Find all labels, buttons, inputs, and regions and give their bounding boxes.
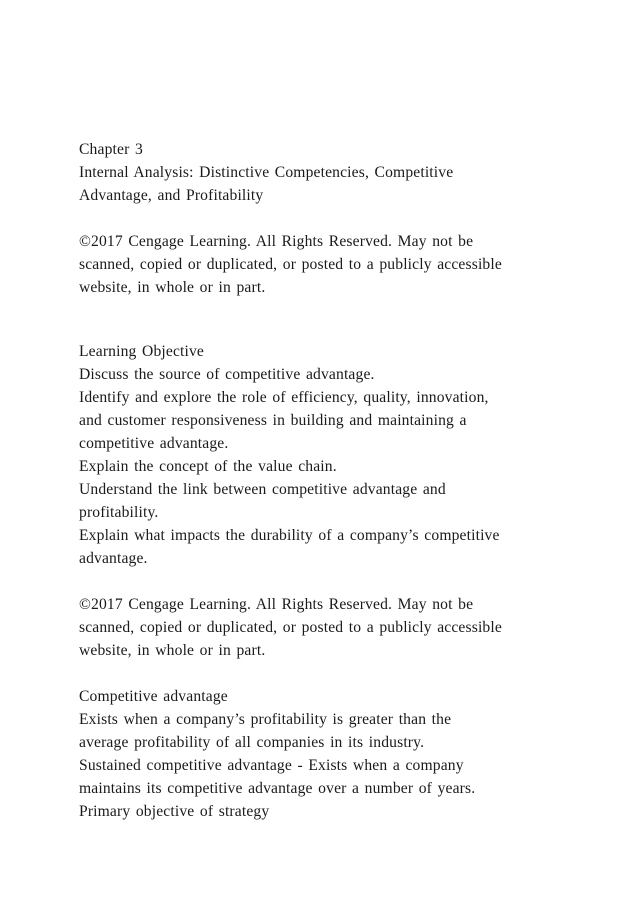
body-line: and customer responsiveness in building and maintaining a [79, 412, 467, 429]
chapter-title-line: Advantage, and Profitability [79, 187, 264, 204]
body-line: average profitability of all companies in its industry. [79, 734, 425, 751]
paragraph-spacer [79, 207, 599, 230]
copyright-line: scanned, copied or duplicated, or posted to a publicly accessible [79, 256, 502, 273]
body-line: Primary objective of strategy [79, 803, 270, 820]
body-line: Explain what impacts the durability of a company’s competitive [79, 527, 500, 544]
body-line: maintains its competitive advantage over a number of years. [79, 780, 476, 797]
chapter-title-section [79, 138, 599, 299]
copyright-line: ©2017 Cengage Learning. All Rights Reserved. May not be [79, 233, 474, 250]
body-line: Explain the concept of the value chain. [79, 458, 337, 475]
body-line: Discuss the source of competitive advantage. [79, 366, 375, 383]
chapter-heading: Chapter 3 [79, 141, 143, 158]
competitive-advantage-section [79, 685, 599, 823]
body-line: Sustained competitive advantage - Exists when a company [79, 757, 464, 774]
copyright-line: website, in whole or in part. [79, 642, 266, 659]
copyright-line: scanned, copied or duplicated, or posted to a publicly accessible [79, 619, 502, 636]
copyright-line: website, in whole or in part. [79, 279, 266, 296]
body-line: Identify and explore the role of efficiency, quality, innovation, [79, 389, 489, 406]
body-line: Exists when a company’s profitability is greater than the [79, 711, 452, 728]
paragraph-spacer [79, 570, 599, 593]
chapter-title-line: Internal Analysis: Distinctive Competencies, Competitive [79, 164, 454, 181]
section-heading: Competitive advantage [79, 688, 228, 705]
body-line: advantage. [79, 550, 148, 567]
learning-objective-section [79, 340, 599, 662]
copyright-line: ©2017 Cengage Learning. All Rights Reserved. May not be [79, 596, 474, 613]
body-line: Understand the link between competitive advantage and [79, 481, 446, 498]
body-line: competitive advantage. [79, 435, 229, 452]
section-heading: Learning Objective [79, 343, 204, 360]
body-line: profitability. [79, 504, 159, 521]
